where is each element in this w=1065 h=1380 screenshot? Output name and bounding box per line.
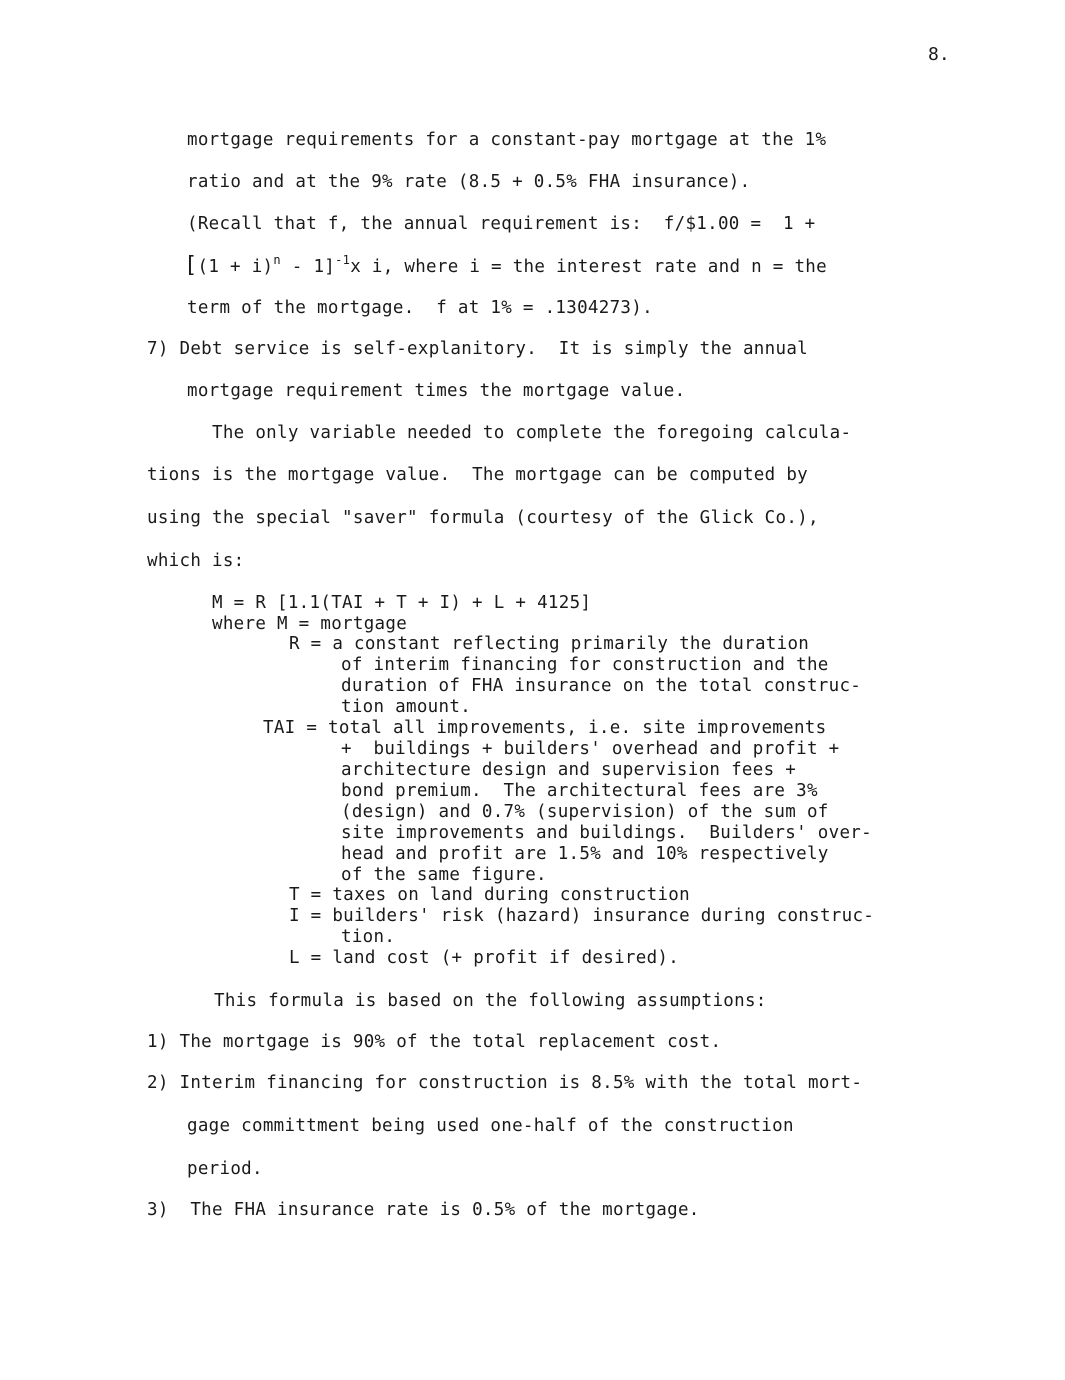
formula-part: - 1]	[280, 257, 336, 277]
formula-where-line: of the same figure.	[341, 865, 547, 885]
formula-where-line: bond premium. The architectural fees are 3%	[341, 781, 818, 801]
assumption-item: period.	[187, 1159, 263, 1179]
formula-where-line: head and profit are 1.5% and 10% respectively	[341, 844, 829, 864]
formula-where-line: tion.	[341, 927, 396, 947]
body-line: tions is the mortgage value. The mortgage can be computed by	[147, 465, 808, 485]
body-line: mortgage requirements for a constant-pay mortgage at the 1%	[187, 130, 827, 150]
formula-where-line: R = a constant reflecting primarily the duration	[289, 634, 810, 654]
body-line: mortgage requirement times the mortgage value.	[187, 381, 686, 401]
body-line: ratio and at the 9% rate (8.5 + 0.5% FHA insurance).	[187, 172, 751, 192]
formula-where-line: architecture design and supervision fees +	[341, 760, 797, 780]
formula-where-line: of interim financing for construction and the	[341, 655, 829, 675]
body-line: which is:	[147, 551, 245, 571]
formula-part: (1 + i)	[197, 257, 274, 277]
body-line: (Recall that f, the annual requirement is: f/$1.00 = 1 +	[187, 214, 816, 234]
formula-where-line: tion amount.	[341, 697, 472, 717]
body-line: 7) Debt service is self-explanitory. It is simply the annual	[147, 339, 808, 359]
formula-where-line: duration of FHA insurance on the total construc-	[341, 676, 862, 696]
assumption-item: 2) Interim financing for construction is 8.5% with the total mort-	[147, 1073, 863, 1093]
assumptions-intro: This formula is based on the following assumptions:	[214, 991, 767, 1011]
formula-where-line: (design) and 0.7% (supervision) of the sum of	[341, 802, 829, 822]
formula-where-line: site improvements and buildings. Builders' over-	[341, 823, 872, 843]
formula-exponent: n	[273, 253, 281, 267]
body-line: term of the mortgage. f at 1% = .1304273).	[187, 298, 653, 318]
formula-where-line: where M = mortgage	[212, 614, 408, 634]
formula-exponent: -1	[335, 253, 351, 267]
assumption-item: gage committment being used one-half of the construction	[187, 1116, 794, 1136]
interest-formula-line	[184, 255, 827, 278]
body-line: The only variable needed to complete the foregoing calcula-	[212, 423, 852, 443]
formula-where-line: + buildings + builders' overhead and profit +	[341, 739, 840, 759]
assumption-item: 1) The mortgage is 90% of the total replacement cost.	[147, 1032, 722, 1052]
saver-formula: M = R [1.1(TAI + T + I) + L + 4125]	[212, 593, 592, 613]
formula-where-line: L = land cost (+ profit if desired).	[289, 948, 680, 968]
formula-where-line: T = taxes on land during construction	[289, 885, 690, 905]
body-line: using the special "saver" formula (courtesy of the Glick Co.),	[147, 508, 819, 528]
page-number: 8.	[928, 44, 950, 65]
assumption-item: 3) The FHA insurance rate is 0.5% of the mortgage.	[147, 1200, 700, 1220]
formula-where-line: I = builders' risk (hazard) insurance during construc-	[289, 906, 875, 926]
formula-part: x i, where i = the interest rate and n = the	[350, 257, 827, 277]
formula-where-line: TAI = total all improvements, i.e. site improvements	[263, 718, 827, 738]
formula-bracket: [	[184, 253, 198, 278]
